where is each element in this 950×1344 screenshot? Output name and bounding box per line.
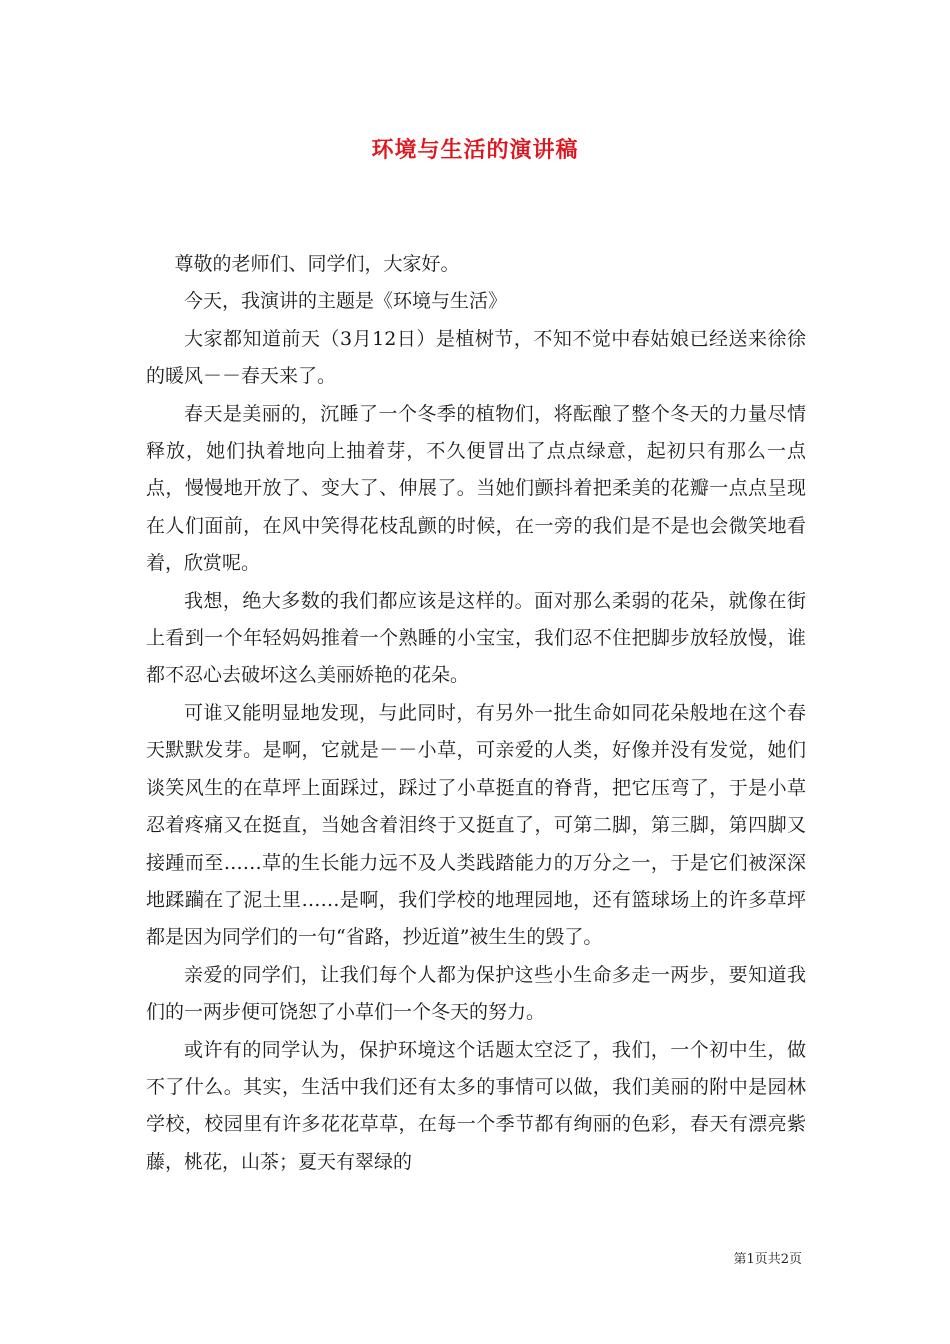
paragraph-greeting: 尊敬的老师们、同学们，大家好。 — [174, 253, 460, 275]
paragraph: 亲爱的同学们，让我们每个人都为保护这些小生命多走一两步，要知道我们的一两步便可饶恕了小草们一个冬天的努力。 — [146, 963, 806, 1024]
document-title: 环境与生活的演讲稿 — [371, 137, 579, 163]
paragraph: 大家都知道前天（3月12日）是植树节，不知不觉中春姑娘已经送来徐徐的暖风－－春天来了。 — [146, 327, 806, 388]
paragraph-topic: 今天，我演讲的主题是《环境与生活》 — [184, 290, 508, 313]
paragraph: 或许有的同学认为，保护环境这个话题太空泛了，我们，一个初中生，做不了什么。其实，生活中我们还有太多的事情可以做，我们美丽的附中是园林学校，校园里有许多花花草草，在每一个季节都有绚丽的色彩，春天有漂亮紫藤，桃花，山茶；夏天有翠绿的 — [146, 1038, 806, 1173]
paragraph: 可谁又能明显地发现，与此同时，有另外一批生命如同花朵般地在这个春天默默发芽。是啊，它就是－－小草，可亲爱的人类，好像并没有发觉，她们谈笑风生的在草坪上面踩过，踩过了小草挺直的脊背，把它压弯了，于是小草忍着疼痛又在挺直，当她含着泪终于又挺直了，可第二脚，第三脚，第四脚又接踵而至……草的生长能力远不及人类践踏能力的万分之一，于是它们被深深地蹂躏在了泥土里……是啊，我们学校的地理园地，还有篮球场上的许多草坪都是因为同学们的一句“省路，抄近道”被生生的毁了。 — [146, 701, 806, 949]
paragraph: 春天是美丽的，沉睡了一个冬季的植物们，将酝酿了整个冬天的力量尽情释放，她们执着地向上抽着芽，不久便冒出了点点绿意，起初只有那么一点点，慢慢地开放了、变大了、伸展了。当她们颤抖着把柔美的花瓣一点点呈现在人们面前，在风中笑得花枝乱颤的时候，在一旁的我们是不是也会微笑地看着，欣赏呢。 — [146, 402, 806, 575]
document-body — [146, 246, 806, 1181]
paragraph: 我想，绝大多数的我们都应该是这样的。面对那么柔弱的花朵，就像在街上看到一个年轻妈妈推着一个熟睡的小宝宝，我们忍不住把脚步放轻放慢，谁都不忍心去破坏这么美丽娇艳的花朵。 — [146, 589, 806, 687]
page-number-footer: 第1页共2页 — [733, 1252, 802, 1267]
